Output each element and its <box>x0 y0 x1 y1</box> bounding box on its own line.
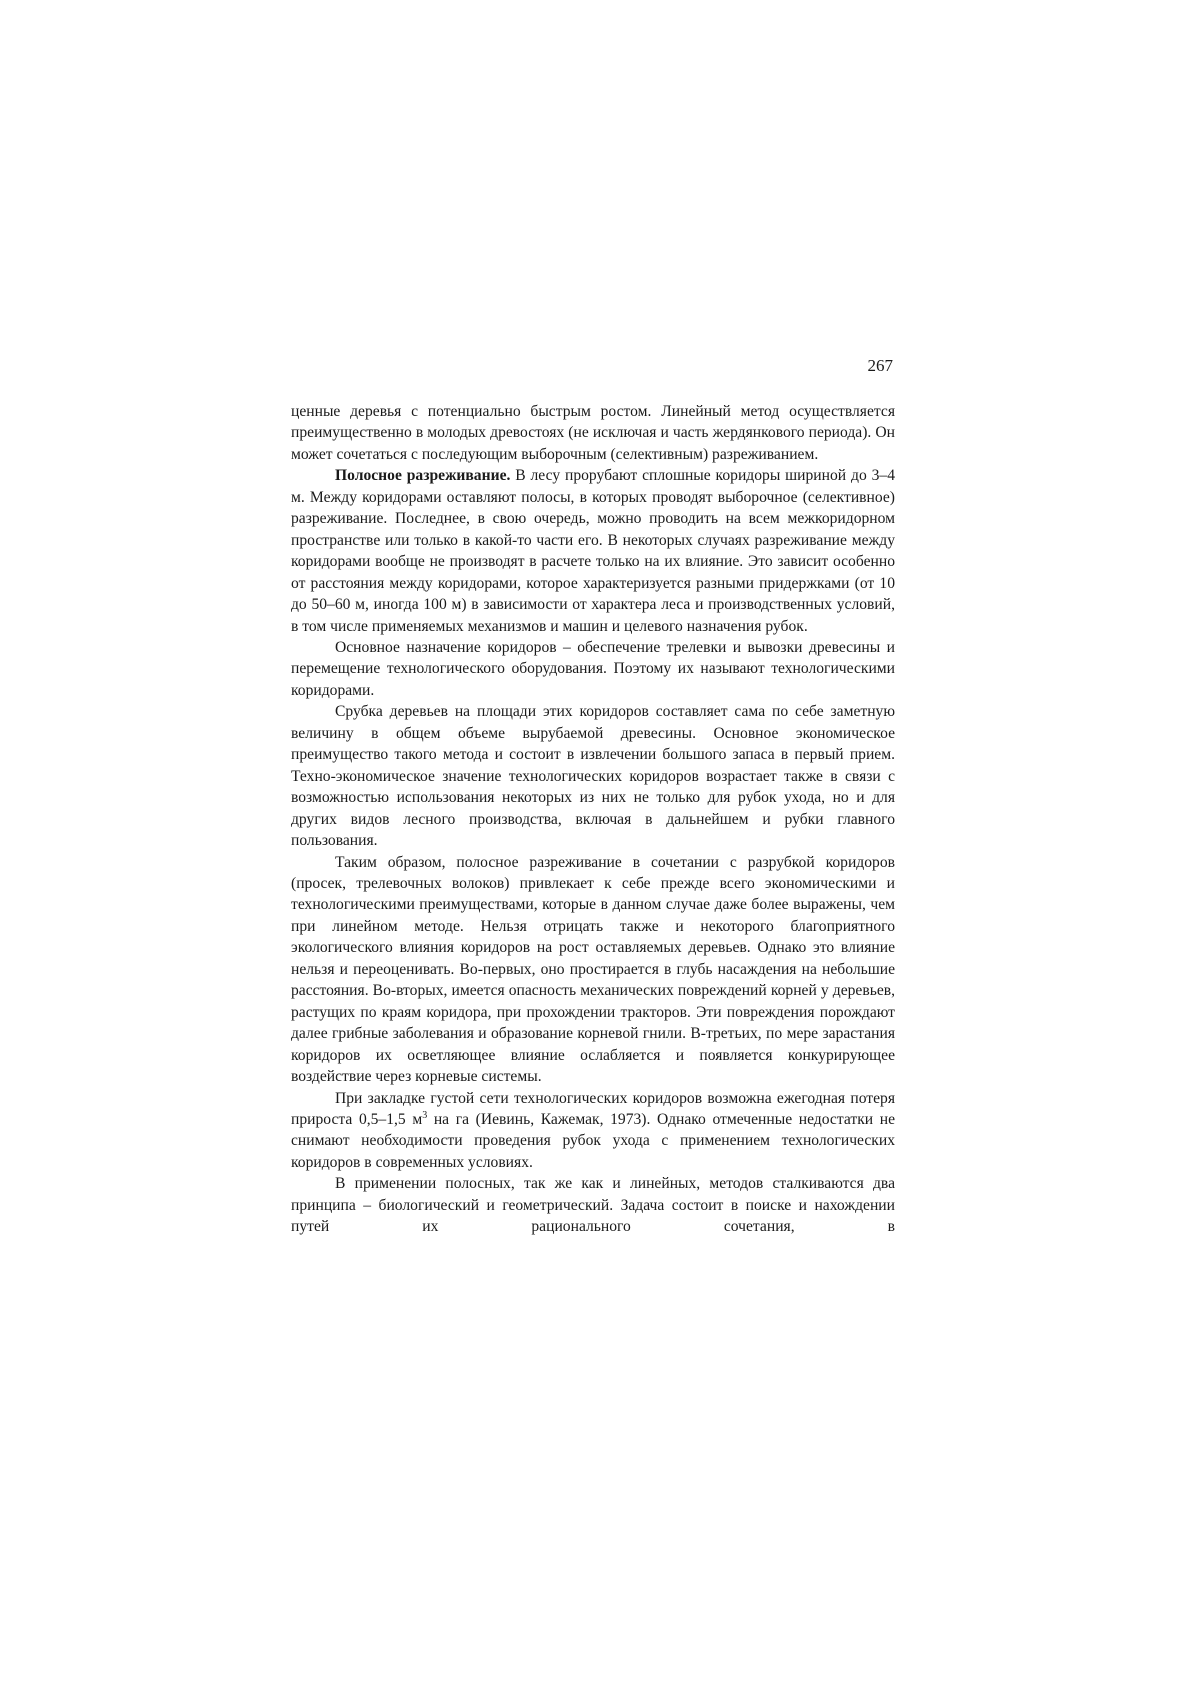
body-text <box>291 401 895 1238</box>
growth-loss-text-before: При закладке густой сети технологических коридоров возможна ежегодная потеря прироста 0,5–1,5 м <box>291 1089 895 1128</box>
paragraph-advantages: Таким образом, полосное разреживание в сочетании с разрубкой коридоров (просек, трелевочных волоков) привлекает к себе прежде всего экономическими и технологическими преимуществами, которые в данном случае даже более выражены, чем при линейном методе. Нельзя отрицать также и некоторого благоприятного экологического влияния коридоров на рост оставляемых деревьев. Однако это влияние нельзя и переоценивать. Во-первых, оно простирается в глубь насаждения на небольшие расстояния. Во-вторых, имеется опасность механических повреждений корней у деревьев, растущих по краям коридора, при прохождении тракторов. Эти повреждения порождают далее грибные заболевания и образование корневой гнили. В-третьих, по мере зарастания коридоров их осветляющее влияние ослабляется и появляется конкурирующее воздействие через корневые системы. <box>291 853 895 1086</box>
section-heading-strip-thinning: Полосное разреживание. <box>335 467 511 485</box>
growth-loss-text-after: на га (Иевинь, Кажемак, 1973). Однако отмеченные недостатки не снимают необходимости проведения рубок ухода с применением технологических коридоров в современных условиях. <box>291 1110 895 1171</box>
paragraph-linear-method-end: ценные деревья с потенциально быстрым ростом. Линейный метод осуществляется преимущественно в молодых древостоях (не исключая и часть жердянкового периода). Он может сочетаться с последующим выборочным (селективным) разреживанием. <box>291 403 895 463</box>
cubic-superscript: 3 <box>422 1109 428 1121</box>
paragraph-corridor-felling: Срубка деревьев на площади этих коридоров составляет сама по себе заметную величину в общем объеме вырубаемой древесины. Основное экономическое преимущество такого метода и состоит в извлечении большого запаса в первый прием. Техно-экономическое значение технологических коридоров возрастает также в связи с возможностью использования некоторых из них не только для рубок ухода, но и для других видов лесного производства, включая в дальнейшем и рубки главного пользования. <box>291 703 895 850</box>
paragraph-strip-thinning-text: В лесу прорубают сплошные коридоры шириной до 3–4 м. Между коридорами оставляют полосы, в которых проводят выборочное (селективное) разреживание. Последнее, в свою очередь, можно проводить на всем межкоридорном пространстве или только в какой-то части его. В некоторых случаях разреживание между коридорами вообще не производят в расчете только на их влияние. Это зависит особенно от расстояния между коридорами, которое характеризуется разными придержками (от 10 до 50–60 м, иногда 100 м) в зависимости от характера леса и производственных условий, в том числе применяемых механизмов и машин и целевого назначения рубок. <box>291 467 895 635</box>
page-number: 267 <box>867 356 893 375</box>
paragraph-growth-loss <box>291 1088 895 1174</box>
paragraph-principles: В применении полосных, так же как и линейных, методов сталкиваются два принципа – биологический и геометрический. Задача состоит в поиске и нахождении путей их рационального сочетания, в <box>291 1175 895 1236</box>
paragraph-strip-thinning <box>291 465 895 637</box>
paragraph-corridor-purpose: Основное назначение коридоров – обеспечение трелевки и вывозки древесины и перемещение технологического оборудования. Поэтому их называют технологическими коридорами. <box>291 638 895 699</box>
